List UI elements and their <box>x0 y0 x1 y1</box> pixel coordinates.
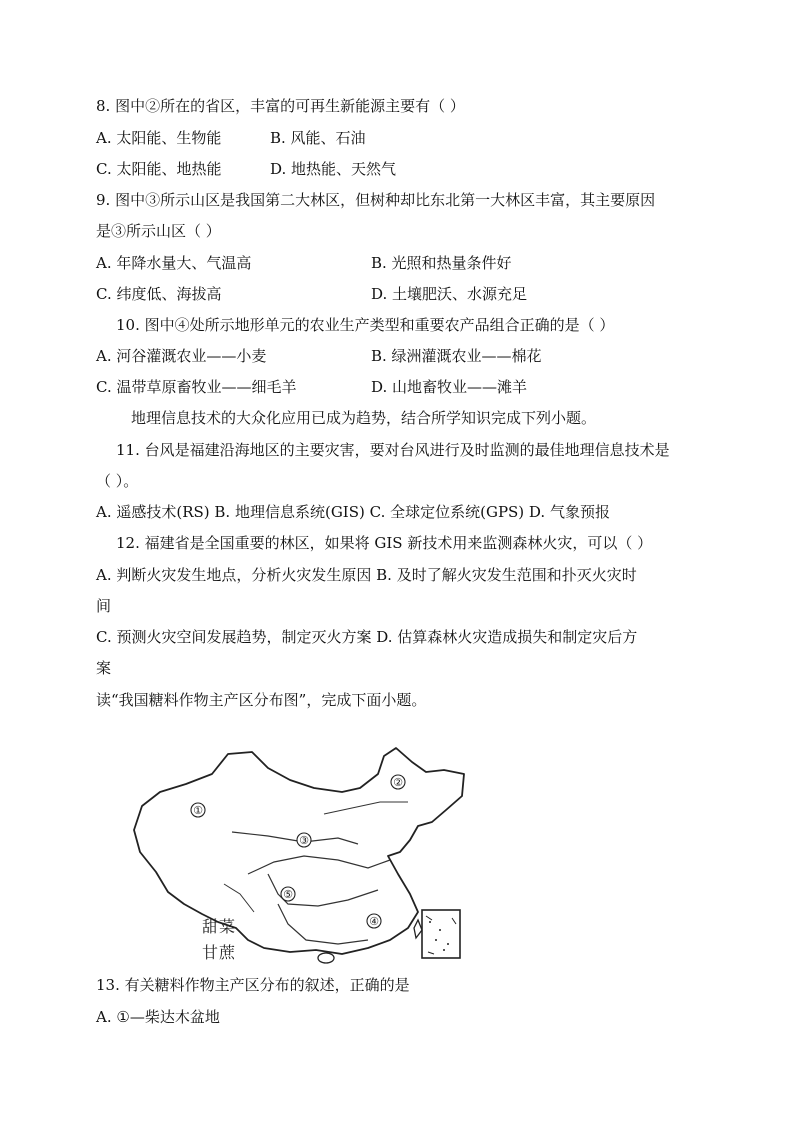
q10-option-c: C. 温带草原畜牧业——细毛羊 <box>96 378 297 396</box>
q12-options-cd-line1: C. 预测火灾空间发展趋势，制定灭火方案 D. 估算森林火灾造成损失和制定灾后方 <box>96 628 638 646</box>
q12-options-ab-line2: 间 <box>96 597 112 615</box>
gis-intro: 地理信息技术的大众化应用已成为趋势，结合所学知识完成下列小题。 <box>131 409 597 427</box>
marker-3 <box>297 833 311 847</box>
q8-option-a: A. 太阳能、生物能 <box>96 129 222 147</box>
q9-option-c: C. 纬度低、海拔高 <box>96 285 222 303</box>
q9-stem-line2: 是③所示山区（ ） <box>96 222 221 240</box>
q9-stem-line1: 9. 图中③所示山区是我国第二大林区，但树种却比东北第一大林区丰富，其主要原因 <box>96 191 656 209</box>
china-map-outline <box>128 744 468 974</box>
marker-2 <box>391 775 405 789</box>
svg-text:③: ③ <box>299 834 309 847</box>
q11-stem-line2: （ ）。 <box>96 472 139 490</box>
marker-4 <box>367 914 381 928</box>
svg-text:②: ② <box>393 776 403 789</box>
q8-stem: 8. 图中②所在的省区，丰富的可再生新能源主要有（ ） <box>96 97 465 115</box>
legend-sugar-beet: 甜菜 <box>202 917 237 936</box>
map-intro: 读“我国糖料作物主产区分布图”，完成下面小题。 <box>96 691 427 709</box>
q8-option-b: B. 风能、石油 <box>270 129 366 147</box>
svg-text:①: ① <box>193 804 203 817</box>
q11-options: A. 遥感技术(RS) B. 地理信息系统(GIS) C. 全球定位系统(GPS) D. 气象预报 <box>96 503 610 521</box>
q9-option-d: D. 土壤肥沃、水源充足 <box>371 285 528 303</box>
q8-option-d: D. 地热能、天然气 <box>270 160 397 178</box>
q10-option-a: A. 河谷灌溉农业——小麦 <box>96 347 267 365</box>
q9-option-b: B. 光照和热量条件好 <box>371 254 512 272</box>
q12-stem: 12. 福建省是全国重要的林区，如果将 GIS 新技术用来监测森林火灾，可以（ ） <box>116 534 653 552</box>
sugar-crop-map <box>128 744 468 974</box>
q11-stem-line1: 11. 台风是福建沿海地区的主要灾害，要对台风进行及时监测的最佳地理信息技术是 <box>116 441 670 459</box>
marker-1 <box>191 803 205 817</box>
legend-sugarcane: 甘蔗 <box>202 943 237 962</box>
q12-options-cd-line2: 案 <box>96 659 112 677</box>
q10-option-b: B. 绿洲灌溉农业——棉花 <box>371 347 542 365</box>
q10-option-d: D. 山地畜牧业——滩羊 <box>371 378 528 396</box>
marker-5 <box>281 887 295 901</box>
q12-options-ab-line1: A. 判断火灾发生地点，分析火灾发生原因 B. 及时了解火灾发生范围和扑灭火灾时 <box>96 566 637 584</box>
q13-option-a: A. ①—柴达木盆地 <box>96 1008 220 1026</box>
q8-option-c: C. 太阳能、地热能 <box>96 160 222 178</box>
q13-stem: 13. 有关糖料作物主产区分布的叙述，正确的是 <box>96 976 410 994</box>
q10-stem: 10. 图中④处所示地形单元的农业生产类型和重要农产品组合正确的是（ ） <box>116 316 615 334</box>
svg-text:④: ④ <box>369 915 379 928</box>
q9-option-a: A. 年降水量大、气温高 <box>96 254 252 272</box>
svg-text:⑤: ⑤ <box>283 888 293 901</box>
